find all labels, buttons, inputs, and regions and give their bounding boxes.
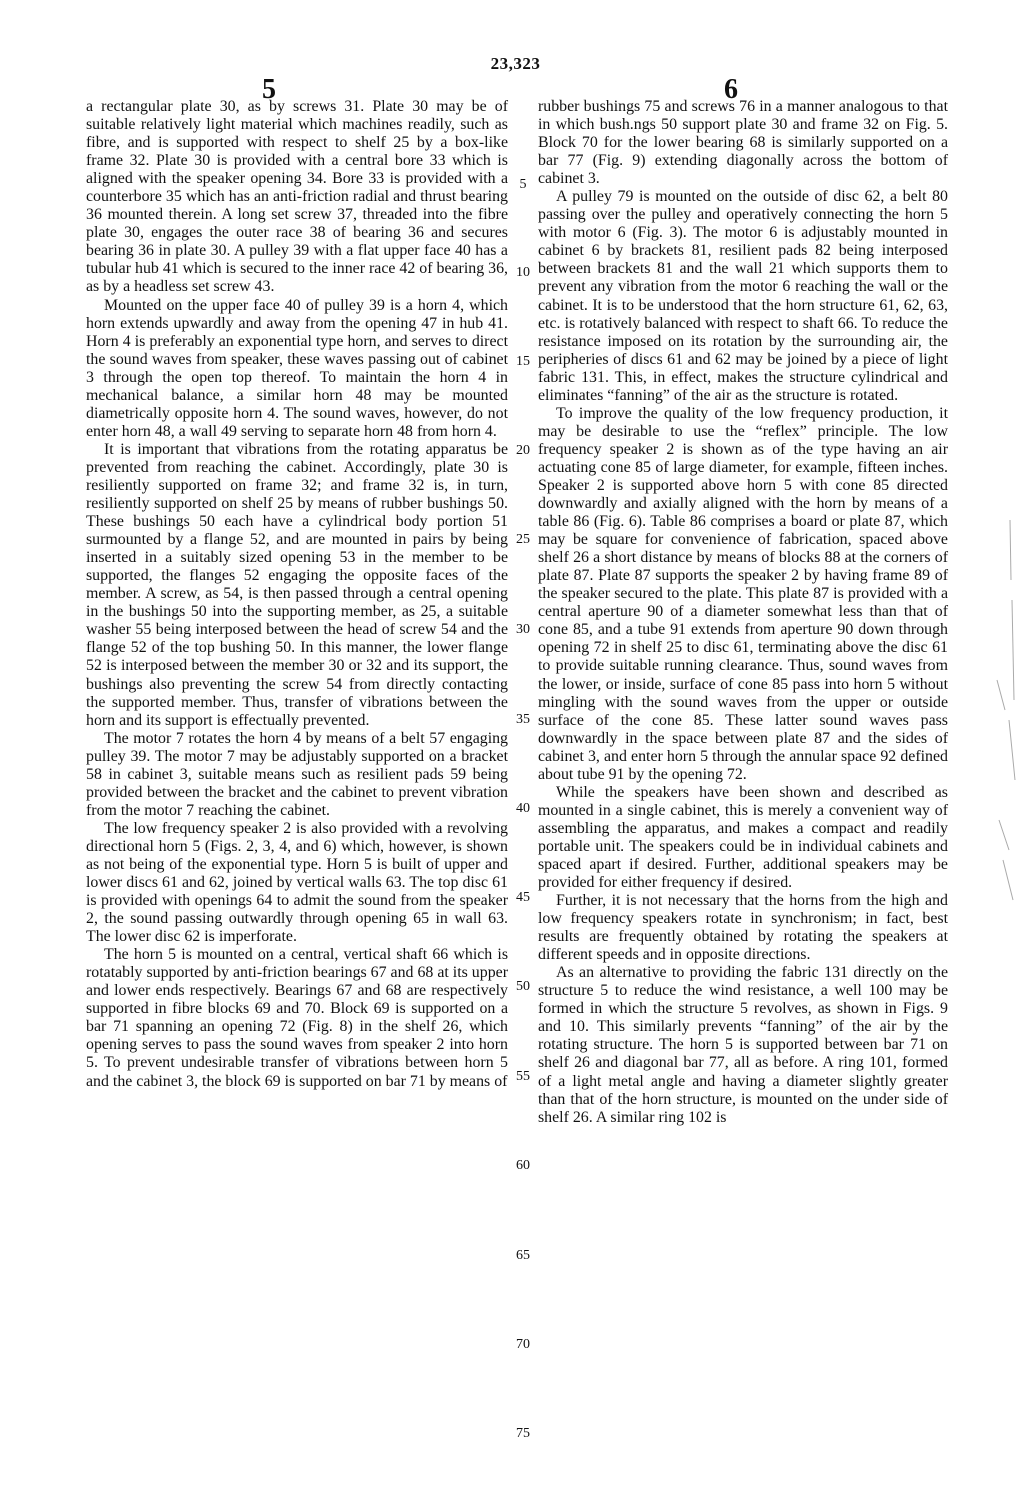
paragraph: It is important that vibrations from the rotating apparatus be prevented from reaching the cabinet. Accordingly, plate 30 is resiliently supported on frame 32; and frame 32 is, in turn, resiliently supported on shelf 25 by means of rubber bushings 50. These bushings 50 each have a cylindrical body portion 51 surmounted by a flange 52, and are mounted in pairs by being inserted in a suitably sized opening 53 in the member to be supported, the flanges 52 engaging the opposite faces of the member. A screw, as 54, is then passed through a central opening in the bushings 50 into the supporting member, as 25, a suitable washer 55 being interposed between the head of screw 54 and the flange 52 of the top bushing 50. In this manner, the lower flange 52 is interposed between the member 30 or 32 and its support, the bushings also preventing the screw 54 from directly contacting the supported member. Thus, transfer of vibrations between the horn and its support is effectually prevented. <box>86 440 508 729</box>
line-number: 15 <box>516 354 530 369</box>
paragraph: To improve the quality of the low frequency production, it may be desirable to use the “reflex” principle. The low frequency speaker 2 is shown as of the type having an air actuating cone 85 of large diameter, for example, fifteen inches. Speaker 2 is supported above horn 5 with cone 85 directed downwardly and axially aligned with the horn by means of a table 86 (Fig. 6). Table 86 comprises a board or plate 87, which may be square for convenience of fabrication, spaced above shelf 26 a short distance by means of blocks 88 at the corners of plate 87. Plate 87 supports the speaker 2 by having frame 89 of the speaker secured to the plate. This plate 87 is provided with a central aperture 90 of a diameter somewhat less than that of cone 85, and a tube 91 extends from aperture 90 down through opening 72 in shelf 25 to disc 61, terminating above the disc 61 to provide suitable running clearance. Thus, sound waves from the lower, or inside, surface of cone 85 pass into horn 5 without mingling with the sound waves from the upper or outside surface of the cone 85. These latter sound waves pass downwardly in the space between plate 87 and the sides of cabinet 3, and enter horn 5 through the annular space 92 defined about tube 91 by the opening 72. <box>538 404 948 783</box>
paragraph: Mounted on the upper face 40 of pulley 39 is a horn 4, which horn extends upwardly and away from the opening 47 in hub 41. Horn 4 is preferably an exponential type horn, and serves to direct the sound waves from speaker, these waves passing out of cabinet 3 through the open top thereof. To maintain the horn 4 in mechanical balance, a similar horn 48 may be mounted diametrically opposite horn 4. The sound waves, however, do not enter horn 48, a wall 49 serving to separate horn 48 from horn 4. <box>86 296 508 440</box>
line-number: 45 <box>516 890 530 905</box>
line-number: 20 <box>516 443 530 458</box>
line-number: 40 <box>516 801 530 816</box>
paragraph: The low frequency speaker 2 is also provided with a revolving directional horn 5 (Figs. 2, 3, 4, and 6) which, however, is shown as not being of the exponential type. Horn 5 is built of upper and lower discs 61 and 62, joined by vertical walls 63. The top disc 61 is provided with openings 64 to admit the sound from the speaker 2, the sound passing outwardly through opening 65 in wall 63. The lower disc 62 is imperforate. <box>86 819 508 946</box>
line-number: 50 <box>516 979 530 994</box>
paragraph: As an alternative to providing the fabric 131 directly on the structure 5 to reduce the wind resistance, a well 100 may be formed in which the structure 5 revolves, as shown in Figs. 9 and 10. This similarly prevents “fanning” of the air by the rotating structure. The horn 5 is supported between bar 71 on shelf 26 and diagonal bar 77, all as before. A ring 101, formed of a light metal angle and having a diameter slightly greater than that of the horn structure, is mounted on the under side of shelf 26. A similar ring 102 is <box>538 964 948 1126</box>
paragraph: A pulley 79 is mounted on the outside of disc 62, a belt 80 passing over the pulley and operatively connecting the horn 5 with motor 6 (Fig. 3). The motor 6 is adjustably mounted in cabinet 6 by brackets 81, resilient pads 82 being interposed between brackets 81 and the wall 21 which supports them to prevent any vibration from the motor 6 reaching the wall or the cabinet. It is to be understood that the horn structure 61, 62, 63, etc. is rotatively balanced with respect to shaft 66. To reduce the resistance imposed on its rotation by the surrounding air, the peripheries of discs 61 and 62 may be joined by a piece of light fabric 131. This, in effect, makes the structure cylindrical and eliminates “fanning” of the air as the structure is rotated. <box>538 188 948 404</box>
margin-pencil-marks <box>985 520 1025 960</box>
column-number-right: 6 <box>724 74 738 105</box>
paragraph: rubber bushings 75 and screws 76 in a manner analogous to that in which bush.ngs 50 support plate 30 and frame 32 on Fig. 5. Block 70 for the lower bearing 68 is similarly supported on a bar 77 (Fig. 9) extending diagonally across the bottom of cabinet 3. <box>538 98 948 188</box>
line-number: 30 <box>516 622 530 637</box>
column-number-left: 5 <box>262 74 276 105</box>
paragraph: The horn 5 is mounted on a central, vertical shaft 66 which is rotatably supported by anti-friction bearings 67 and 68 at its upper and lower ends respectively. Bearings 67 and 68 are respectively supported in fibre blocks 69 and 70. Block 69 is supported on a bar 71 spanning an opening 72 (Fig. 8) in the shelf 26, which opening serves to pass the sound waves from speaker 2 into horn 5. To prevent undesirable transfer of vibrations between horn 5 and the cabinet 3, the block 69 is supported on bar 71 by means of <box>86 946 508 1090</box>
paragraph: Further, it is not necessary that the horns from the high and low frequency speakers rotate in synchronism; in fact, best results are frequently obtained by rotating the speakers at different speeds and in opposite directions. <box>538 892 948 964</box>
right-column <box>538 98 948 1127</box>
line-number: 5 <box>519 177 527 192</box>
paragraph: a rectangular plate 30, as by screws 31. Plate 30 may be of suitable relatively light material which machines readily, such as fibre, and is supported with respect to shelf 25 by a box-like frame 32. Plate 30 is provided with a central bore 33 which is aligned with the speaker opening 34. Bore 33 is provided with a counterbore 35 which has an anti-friction radial and thrust bearing 36 mounted therein. A long set screw 37, threaded into the fibre plate 30, engages the outer race 38 of bearing 36 and secures bearing 36 in plate 30. A pulley 39 with a flat upper face 40 has a tubular hub 41 which is secured to the inner race 42 of bearing 36, as by a headless set screw 43. <box>86 98 508 296</box>
line-number: 75 <box>516 1426 530 1441</box>
line-number: 60 <box>516 1158 530 1173</box>
line-number: 55 <box>516 1069 530 1084</box>
left-column <box>86 98 508 1091</box>
line-number: 35 <box>516 712 530 727</box>
patent-number: 23,323 <box>490 54 541 73</box>
line-number: 25 <box>516 532 530 547</box>
paragraph: While the speakers have been shown and described as mounted in a single cabinet, this is merely a convenient way of assembling the apparatus, and makes a compact and readily portable unit. The speakers could be in individual cabinets and spaced apart if desired. Further, additional speakers may be provided for either frequency if desired. <box>538 783 948 892</box>
paragraph: The motor 7 rotates the horn 4 by means of a belt 57 engaging pulley 39. The motor 7 may be adjustably supported on a bracket 58 in cabinet 3, suitable means such as resilient pads 59 being provided between the bracket and the cabinet to prevent vibration from the motor 7 reaching the cabinet. <box>86 729 508 819</box>
line-number: 65 <box>516 1248 530 1263</box>
line-number: 70 <box>516 1337 530 1352</box>
line-number: 10 <box>516 265 530 280</box>
